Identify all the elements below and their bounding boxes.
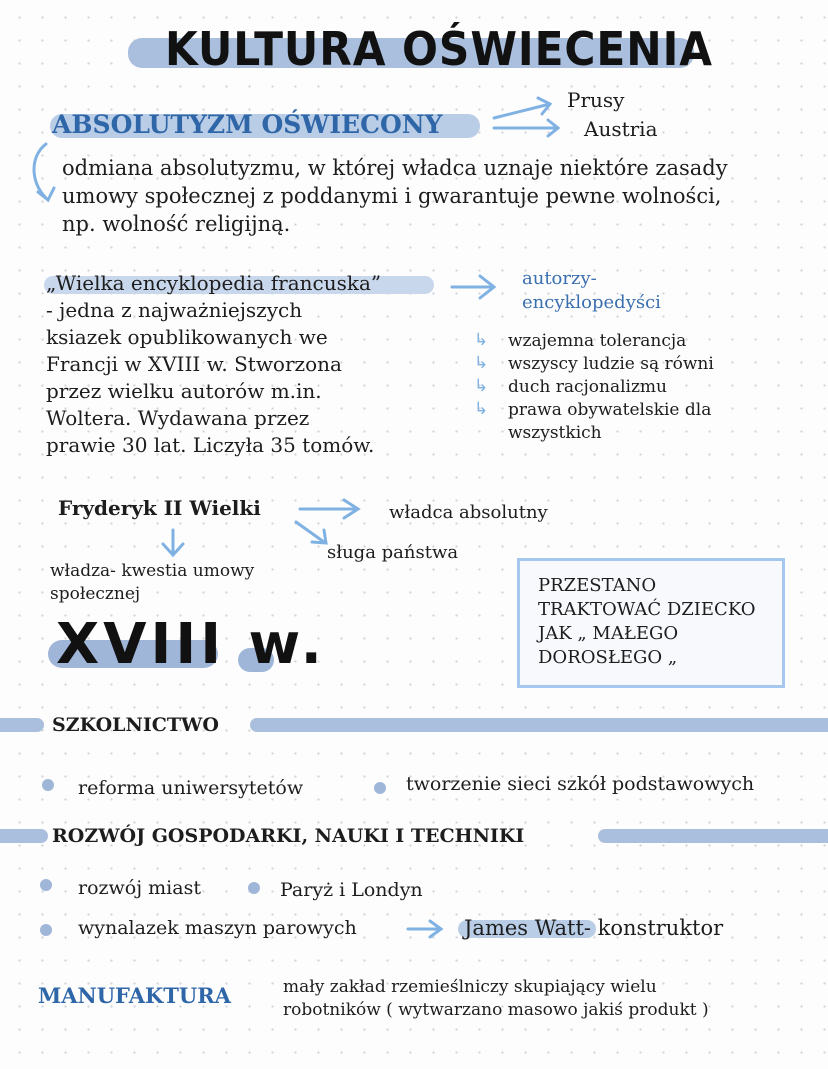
child-box-line-3: JAK „ MAŁEGO xyxy=(538,623,679,644)
bullet xyxy=(40,879,52,891)
bullet xyxy=(40,924,52,936)
bullet xyxy=(248,882,260,894)
authors-label-2: encyklopedyści xyxy=(522,292,661,313)
manufactory-definition-2: robotników ( wytwarzano masowo jakiś produkt ) xyxy=(283,1000,709,1020)
encyclopedia-desc-2: ksiazek opublikowanych we xyxy=(46,325,328,349)
absolutism-definition-line-2: umowy społecznej z poddanymi i gwarantuje pewne wolności, xyxy=(62,184,722,208)
encyclopedia-desc-3: Francji w XVIII w. Stworzona xyxy=(46,352,342,376)
idea-tolerance: wzajemna tolerancja xyxy=(508,331,687,351)
schooling-bar-right xyxy=(250,718,828,732)
arrow-to-watt-icon xyxy=(406,918,446,940)
sub-arrow-icon: ↳ xyxy=(474,399,489,419)
idea-civil-rights-2: wszystkich xyxy=(508,423,602,443)
sub-arrow-icon: ↳ xyxy=(474,353,489,373)
economy-bar-left xyxy=(0,829,48,843)
frederick-role-ruler: władca absolutny xyxy=(389,502,548,523)
economy-heading: ROZWÓJ GOSPODARKI, NAUKI I TECHNIKI xyxy=(52,825,525,847)
arrow-to-ruler-icon xyxy=(298,496,364,522)
absolutism-definition-line-1: odmiana absolutyzmu, w której władca uznaje niektóre zasady xyxy=(62,156,728,180)
bullet xyxy=(42,779,54,791)
bullet xyxy=(374,782,386,794)
idea-civil-rights-1: prawa obywatelskie dla xyxy=(508,400,712,420)
sub-arrow-icon: ↳ xyxy=(474,330,489,350)
encyclopedia-desc-1: - jedna z najważniejszych xyxy=(46,298,303,322)
arrow-to-authors-icon xyxy=(450,272,500,302)
idea-rationalism: duch racjonalizmu xyxy=(508,377,667,397)
sub-arrow-icon: ↳ xyxy=(474,376,489,396)
curved-arrow-icon xyxy=(24,142,64,204)
child-box-line-1: PRZESTANO xyxy=(538,575,657,596)
country-austria: Austria xyxy=(584,117,658,141)
manufactory-term: MANUFAKTURA xyxy=(38,983,231,1008)
economy-item-cities: rozwój miast xyxy=(78,877,201,899)
encyclopedia-desc-5: Woltera. Wydawana przez xyxy=(46,406,310,430)
economy-bar-right xyxy=(598,829,828,843)
encyclopedia-desc-4: przez wielku autorów m.in. xyxy=(46,379,322,403)
economy-watt: James Watt- konstruktor xyxy=(464,916,724,940)
absolutism-definition-line-3: np. wolność religijną. xyxy=(62,212,291,236)
frederick-power-1: władza- kwestia umowy xyxy=(50,561,255,581)
schooling-item-universities: reforma uniwersytetów xyxy=(78,777,304,799)
child-box-line-4: DOROSŁEGO „ xyxy=(538,647,678,668)
economy-item-steam-engines: wynalazek maszyn parowych xyxy=(78,917,357,939)
schooling-heading: SZKOLNICTWO xyxy=(52,714,219,736)
frederick-name: Fryderyk II Wielki xyxy=(58,496,261,520)
absolutism-heading: ABSOLUTYZM OŚWIECONY xyxy=(52,110,443,139)
country-prussia: Prusy xyxy=(567,88,625,112)
idea-equality: wszyscy ludzie są równi xyxy=(508,354,714,374)
arrow-down-icon xyxy=(158,528,188,560)
schooling-bar-left xyxy=(0,718,44,732)
child-box-line-2: TRAKTOWAĆ DZIECKO xyxy=(538,599,756,620)
page-title: KULTURA OŚWIECENIA xyxy=(165,22,713,76)
century-lettering: XVIII w. xyxy=(56,612,326,677)
economy-item-paris-london: Paryż i Londyn xyxy=(280,879,423,901)
manufactory-definition-1: mały zakład rzemieślniczy skupiający wielu xyxy=(283,977,657,997)
frederick-power-2: społecznej xyxy=(50,584,141,604)
frederick-role-servant: sługa państwa xyxy=(327,542,459,563)
encyclopedia-desc-6: prawie 30 lat. Liczyła 35 tomów. xyxy=(46,433,375,457)
arrows-to-countries-icon xyxy=(492,96,572,140)
encyclopedia-title: „Wielka encyklopedia francuska” xyxy=(46,271,382,295)
schooling-item-primary-schools: tworzenie sieci szkół podstawowych xyxy=(406,773,755,795)
authors-label-1: autorzy- xyxy=(522,268,597,289)
